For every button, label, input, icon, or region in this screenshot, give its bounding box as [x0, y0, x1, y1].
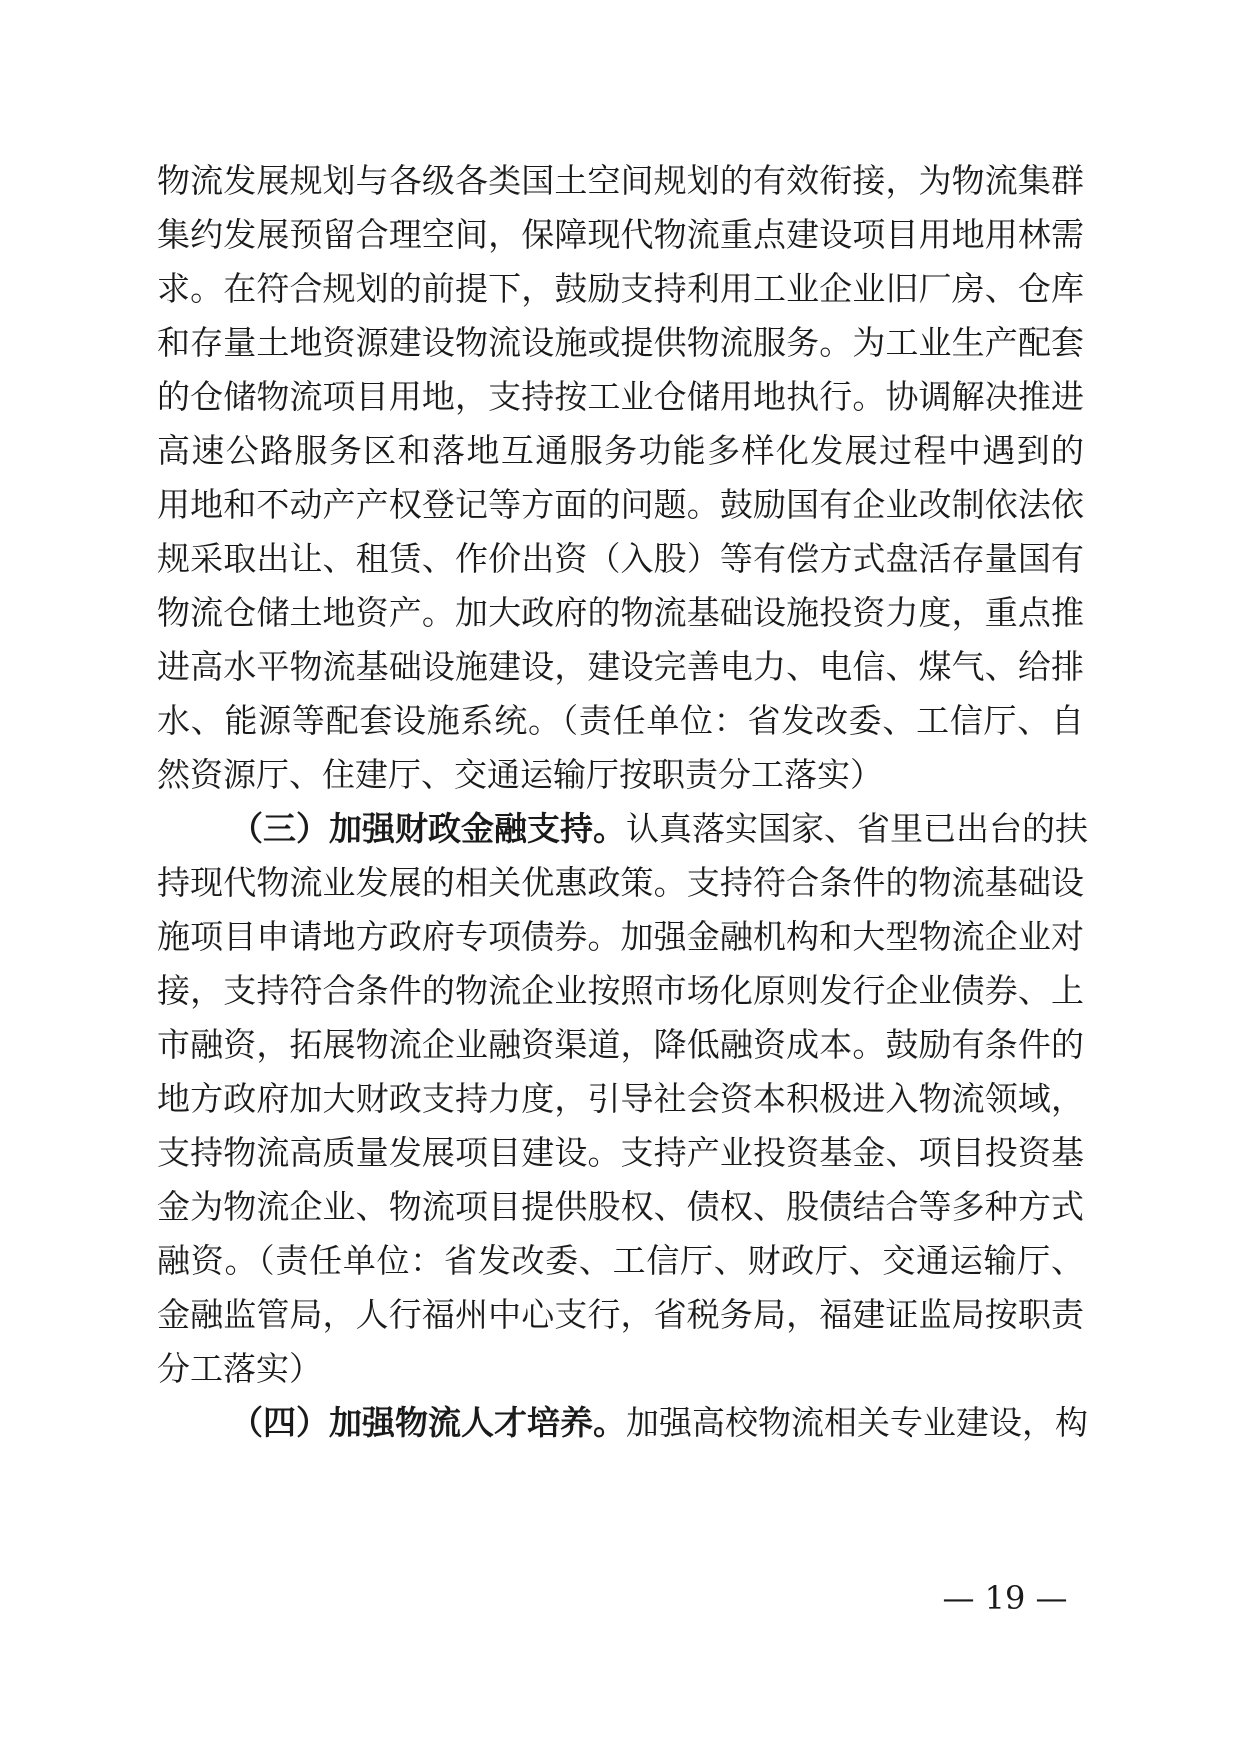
body-text-line: 金融监管局，人行福州中心支行，省税务局，福建证监局按职责 [157, 1295, 1084, 1334]
body-text-line: 和存量土地资源建设物流设施或提供物流服务。为工业生产配套 [157, 323, 1084, 362]
body-text-line: 支持物流高质量发展项目建设。支持产业投资基金、项目投资基 [157, 1133, 1084, 1172]
body-text-line: 求。在符合规划的前提下，鼓励支持利用工业企业旧厂房、仓库 [157, 269, 1084, 308]
section-3-heading: （三）加强财政金融支持。 [230, 809, 626, 848]
body-text-line: 物流仓储土地资产。加大政府的物流基础设施投资力度，重点推 [157, 593, 1084, 632]
body-text-line: 地方政府加大财政支持力度，引导社会资本积极进入物流领域， [157, 1079, 1084, 1118]
body-text-line: 的仓储物流项目用地，支持按工业仓储用地执行。协调解决推进 [157, 377, 1084, 416]
body-text-line: 进高水平物流基础设施建设，建设完善电力、电信、煤气、给排 [157, 647, 1084, 686]
section-3-first-line [230, 804, 1088, 854]
body-text-line: 集约发展预留合理空间，保障现代物流重点建设项目用地用林需 [157, 215, 1084, 254]
section-4-first-line [230, 1398, 1088, 1448]
body-text-line: 金为物流企业、物流项目提供股权、债权、股债结合等多种方式 [157, 1187, 1084, 1226]
section-3-first-line-text: 认真落实国家、省里已出台的扶 [626, 809, 1088, 848]
body-text-line: 规采取出让、租赁、作价出资（入股）等有偿方式盘活存量国有 [157, 539, 1084, 578]
body-text-line: 持现代物流业发展的相关优惠政策。支持符合条件的物流基础设 [157, 863, 1084, 902]
page-number: — 19 — [942, 1579, 1068, 1617]
body-text-line: 高速公路服务区和落地互通服务功能多样化发展过程中遇到的 [157, 431, 1084, 470]
body-text-line: 市融资，拓展物流企业融资渠道，降低融资成本。鼓励有条件的 [157, 1025, 1084, 1064]
body-text-line: 施项目申请地方政府专项债券。加强金融机构和大型物流企业对 [157, 917, 1084, 956]
body-text-line: 接，支持符合条件的物流企业按照市场化原则发行企业债券、上 [157, 971, 1084, 1010]
section-4-heading: （四）加强物流人才培养。 [230, 1403, 626, 1442]
body-text-line: 水、能源等配套设施系统。（责任单位：省发改委、工信厅、自 [157, 701, 1084, 740]
body-text-line: 分工落实） [157, 1349, 322, 1388]
section-4-first-line-text: 加强高校物流相关专业建设，构 [626, 1403, 1088, 1442]
body-text-line: 物流发展规划与各级各类国土空间规划的有效衔接，为物流集群 [157, 161, 1084, 200]
body-text-line: 然资源厅、住建厅、交通运输厅按职责分工落实） [157, 755, 883, 794]
body-text-line: 用地和不动产产权登记等方面的问题。鼓励国有企业改制依法依 [157, 485, 1084, 524]
body-text-line: 融资。（责任单位：省发改委、工信厅、财政厅、交通运输厅、 [157, 1241, 1084, 1280]
